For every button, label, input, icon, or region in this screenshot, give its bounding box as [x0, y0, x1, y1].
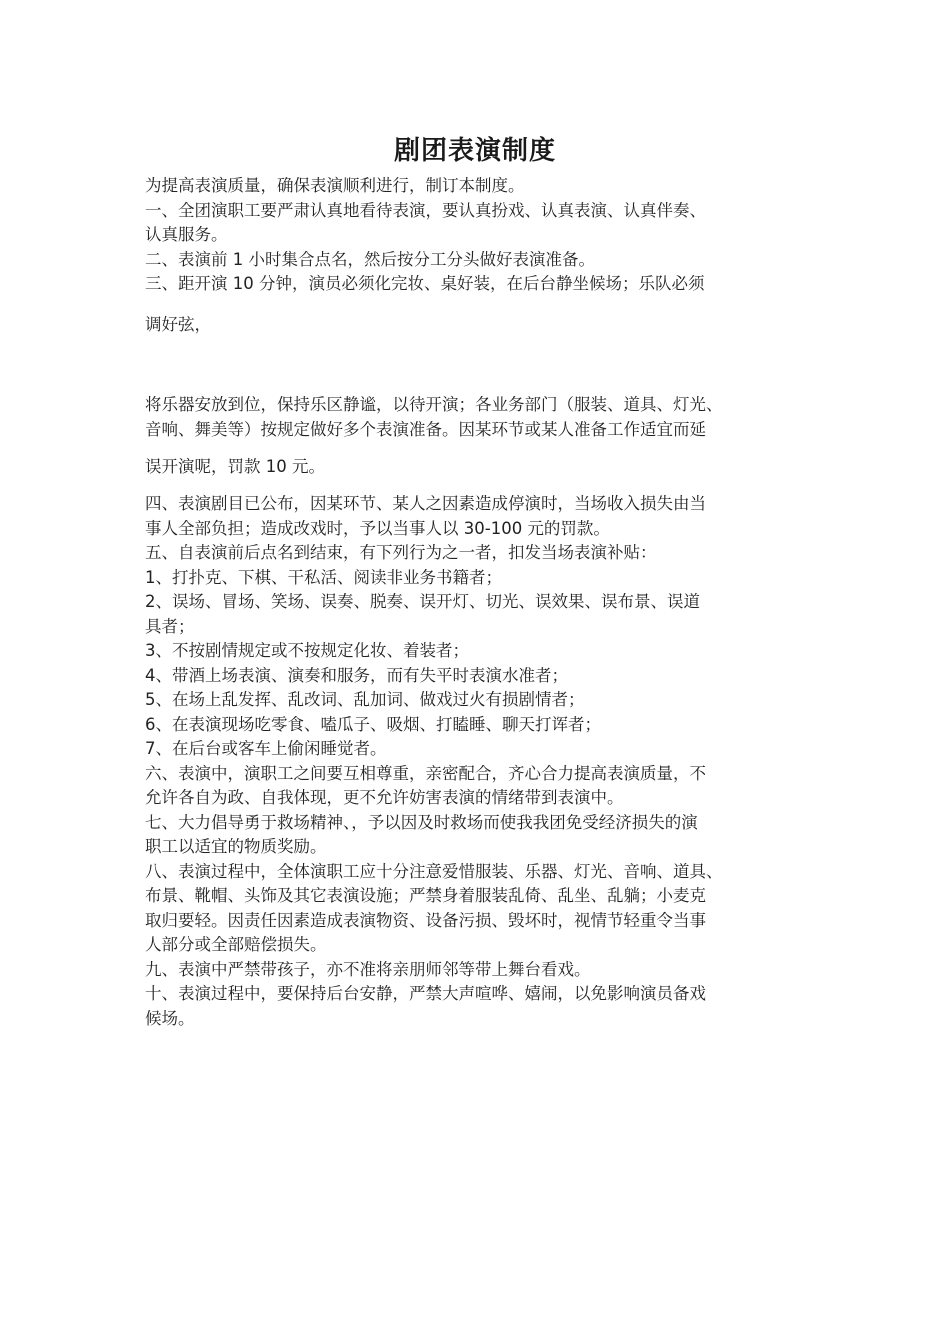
text-line: 布景、靴帽、头饰及其它表演设施；严禁身着服装乱倚、乱坐、乱躺；小麦克: [145, 886, 706, 905]
text-line: 三、距开演 10 分钟，演员必须化完妆、桌好装，在后台静坐候场；乐队必须: [145, 274, 705, 293]
text-line: 1、打扑克、下棋、干私活、阅读非业务书籍者；: [145, 567, 502, 587]
text-line: 一、全团演职工要严肃认真地看待表演，要认真扮戏、认真表演、认真伴奏、: [145, 200, 706, 220]
text-line: 取归要轻。因责任因素造成表演物资、设备污损、毁坏时，视情节轻重令当事: [145, 910, 706, 930]
text-line: 4、带酒上场表演、演奏和服务，而有失平时表演水准者；: [145, 665, 568, 685]
text-line: 八、表演过程中，全体演职工应十分注意爱惜服装、乐器、灯光、音响、道具、: [145, 861, 723, 881]
text-line: 四、表演剧目已公布，因某环节、某人之因素造成停演时，当场收入损失由当: [145, 494, 706, 513]
text-line: 2、误场、冒场、笑场、误奏、脱奏、误开灯、切光、误效果、误布景、误道: [145, 592, 700, 611]
text-line: 职工以适宜的物质奖励。: [145, 837, 327, 856]
text-line: 七、大力倡导勇于救场精神、，予以因及时救场而使我我团免受经济损失的演: [145, 812, 698, 832]
document-title: 剧团表演制度: [393, 136, 556, 166]
text-line: 六、表演中，演职工之间要互相尊重，亲密配合，齐心合力提高表演质量，不: [145, 763, 706, 783]
text-line: 十、表演过程中，要保持后台安静，严禁大声喧哗、嬉闹，以免影响演员备戏: [145, 984, 706, 1003]
text-line: 误开演呢，罚款 10 元。: [145, 457, 325, 476]
paragraph-fine: [145, 455, 815, 480]
text-line: 3、不按剧情规定或不按规定化妆、着装者；: [145, 641, 469, 660]
text-line: 允许各自为政、自我体现，更不允许妨害表演的情绪带到表演中。: [145, 788, 624, 807]
text-line: 调好弦，: [145, 315, 211, 334]
text-line: 二、表演前 1 小时集合点名，然后按分工分头做好表演准备。: [145, 249, 595, 269]
text-line: 6、在表演现场吃零食、嗑瓜子、吸烟、打瞌睡、聊天打诨者；: [145, 714, 601, 734]
text-line: 为提高表演质量，确保表演顺利进行，制订本制度。: [145, 176, 525, 195]
text-line: 7、在后台或客车上偷闲睡觉者。: [145, 739, 387, 758]
paragraph-rules-4-10: [145, 492, 815, 1031]
paragraph-intro-rules-1-3: [145, 174, 815, 297]
paragraph-tune-strings: [145, 313, 815, 338]
text-line: 认真服务。: [145, 225, 228, 244]
paragraph-instrument-setup: [145, 393, 815, 442]
text-line: 音响、舞美等）按规定做好多个表演准备。因某环节或某人准备工作适宜而延: [145, 419, 706, 439]
text-line: 具者；: [145, 616, 195, 636]
text-line: 5、在场上乱发挥、乱改词、乱加词、做戏过火有损剧情者；: [145, 690, 585, 709]
text-line: 五、自表演前后点名到结束，有下列行为之一者，扣发当场表演补贴：: [145, 543, 657, 562]
text-line: 人部分或全部赔偿损失。: [145, 935, 327, 954]
text-line: 将乐器安放到位，保持乐区静谧，以待开演；各业务部门（服装、道具、灯光、: [145, 395, 723, 414]
text-line: 九、表演中严禁带孩子，亦不准将亲朋师邻等带上舞台看戏。: [145, 959, 591, 979]
text-line: 候场。: [145, 1008, 195, 1028]
text-line: 事人全部负担；造成改戏时，予以当事人以 30-100 元的罚款。: [145, 518, 610, 538]
